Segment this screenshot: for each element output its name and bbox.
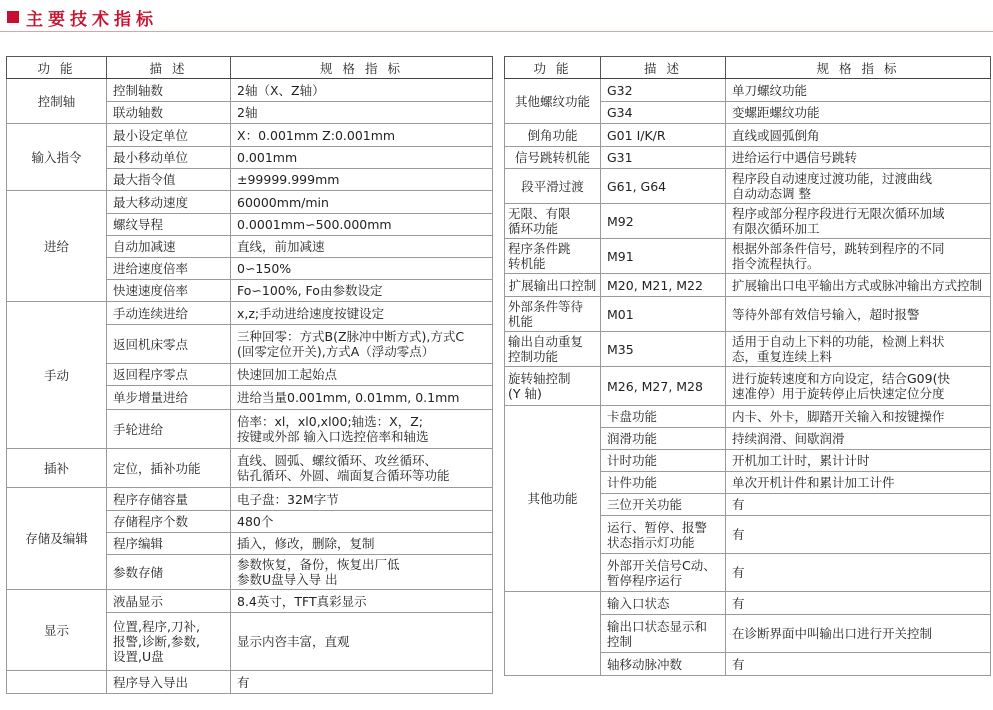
desc-cell: G01 I/K/R [601, 124, 726, 147]
func-cell [505, 592, 601, 676]
spec-cell: 有 [726, 554, 991, 592]
desc-cell: 润滑功能 [601, 428, 726, 450]
table-row [7, 449, 493, 488]
header-row [7, 57, 493, 79]
func-cell: 信号跳转机能 [505, 147, 601, 169]
spec-cell: 0.0001mm∽500.000mm [231, 214, 493, 236]
desc-cell: 轴移动脉冲数 [601, 653, 726, 676]
header-row [505, 57, 991, 79]
desc-cell: 最小设定单位 [107, 124, 231, 147]
func-cell: 插补 [7, 449, 107, 488]
desc-cell: M01 [601, 297, 726, 332]
desc-cell: 程序存储容量 [107, 488, 231, 511]
func-cell: 其他功能 [505, 406, 601, 592]
func-cell: 外部条件等待 机能 [505, 297, 601, 332]
desc-cell: 计件功能 [601, 472, 726, 494]
desc-cell: 自动加减速 [107, 236, 231, 258]
spec-cell: 持续润滑、间歇润滑 [726, 428, 991, 450]
func-cell: 输出自动重复 控制功能 [505, 332, 601, 367]
func-cell: 段平滑过渡 [505, 169, 601, 204]
func-cell: 进给 [7, 191, 107, 302]
spec-cell: 等待外部有效信号输入，超时报警 [726, 297, 991, 332]
desc-cell: 控制轴数 [107, 79, 231, 102]
table-row [7, 302, 493, 325]
desc-cell: M20, M21, M22 [601, 274, 726, 297]
func-cell: 控制轴 [7, 79, 107, 124]
header-func: 功 能 [7, 57, 107, 79]
func-cell [7, 671, 107, 694]
table-row [505, 332, 991, 367]
desc-cell: 最小移动单位 [107, 147, 231, 169]
desc-cell: 快速速度倍率 [107, 280, 231, 302]
desc-cell: 卡盘功能 [601, 406, 726, 428]
page-title-block [7, 5, 158, 29]
spec-cell: 直线或圆弧倒角 [726, 124, 991, 147]
spec-cell: 在诊断界面中叫输出口进行开关控制 [726, 615, 991, 653]
spec-cell: 480个 [231, 511, 493, 533]
func-cell: 倒角功能 [505, 124, 601, 147]
spec-cell: 有 [726, 494, 991, 516]
spec-cell: 直线、圆弧、螺纹循环、攻丝循环、 钻孔循环、外圆、端面复合循环等功能 [231, 449, 493, 488]
table-row [7, 671, 493, 694]
desc-cell: 进给速度倍率 [107, 258, 231, 280]
table-row [505, 274, 991, 297]
header-desc: 描 述 [601, 57, 726, 79]
desc-cell: M35 [601, 332, 726, 367]
spec-cell: 三种回零：方式B(Z脉冲中断方式),方式C (回零定位开关),方式A（浮动零点） [231, 325, 493, 364]
spec-cell: 显示内咨丰富，直观 [231, 613, 493, 671]
func-cell: 输入指令 [7, 124, 107, 191]
spec-cell: 直线，前加减速 [231, 236, 493, 258]
spec-cell: 参数恢复，备份，恢复出厂低 参数U盘导入导 出 [231, 555, 493, 590]
spec-cell: 单刀螺纹功能 [726, 79, 991, 102]
header-spec: 规 格 指 标 [726, 57, 991, 79]
spec-cell: 有 [726, 653, 991, 676]
spec-cell: 8.4英寸，TFT真彩显示 [231, 590, 493, 613]
desc-cell: 运行、暂停、报警 状态指示灯功能 [601, 516, 726, 554]
func-cell: 旋转轴控制 (Y 轴) [505, 367, 601, 406]
spec-cell: 开机加工计时，累计计时 [726, 450, 991, 472]
func-cell: 存储及编辑 [7, 488, 107, 590]
spec-cell: 进行旋转速度和方向设定，结合G09(快 速准停）用于旋转停止后快速定位分度 [726, 367, 991, 406]
func-cell: 无限、有限 循环功能 [505, 204, 601, 239]
desc-cell: 液晶显示 [107, 590, 231, 613]
desc-cell: 返回程序零点 [107, 364, 231, 386]
desc-cell: 输出口状态显示和 控制 [601, 615, 726, 653]
spec-cell: 有 [726, 516, 991, 554]
desc-cell: 返回机床零点 [107, 325, 231, 364]
desc-cell: 输入口状态 [601, 592, 726, 615]
desc-cell: 参数存储 [107, 555, 231, 590]
spec-cell: 60000mm/min [231, 191, 493, 214]
table-row [7, 124, 493, 147]
desc-cell: G31 [601, 147, 726, 169]
func-cell: 程序条件跳 转机能 [505, 239, 601, 274]
spec-table-right [504, 56, 991, 676]
spec-cell: 倍率：xl，xl0,xl00;轴选：X，Z; 按键或外部 输入口选控倍率和轴选 [231, 410, 493, 449]
spec-table-left [6, 56, 493, 694]
desc-cell: 定位，插补功能 [107, 449, 231, 488]
title-marker-square [7, 11, 19, 23]
table-row [505, 367, 991, 406]
desc-cell: 联动轴数 [107, 102, 231, 124]
table-row [505, 147, 991, 169]
func-cell: 扩展输出口控制 [505, 274, 601, 297]
spec-cell: 根据外部条件信号，跳转到程序的不同 指令流程执行。 [726, 239, 991, 274]
spec-cell: 程序段自动速度过渡功能，过渡曲线 自动动态调 整 [726, 169, 991, 204]
func-cell: 手动 [7, 302, 107, 449]
desc-cell: G61, G64 [601, 169, 726, 204]
spec-cell: 程序或部分程序段进行无限次循环加域 有限次循环加工 [726, 204, 991, 239]
table-row [505, 204, 991, 239]
spec-cell: 进给当量0.001mm, 0.01mm, 0.1mm [231, 386, 493, 410]
table-row [505, 169, 991, 204]
desc-cell: 单步增量进给 [107, 386, 231, 410]
spec-cell: ±99999.999mm [231, 169, 493, 191]
desc-cell: M26, M27, M28 [601, 367, 726, 406]
func-cell: 显示 [7, 590, 107, 671]
spec-cell: 0∽150% [231, 258, 493, 280]
spec-cell: 2轴（X、Z轴） [231, 79, 493, 102]
desc-cell: G34 [601, 102, 726, 124]
desc-cell: G32 [601, 79, 726, 102]
spec-cell: 扩展输出口电平输出方式或脉冲输出方式控制 [726, 274, 991, 297]
table-row [505, 406, 991, 428]
spec-cell: 电子盘：32M字节 [231, 488, 493, 511]
spec-cell: 有 [231, 671, 493, 694]
spec-cell: 内卡、外卡，脚踏开关输入和按键操作 [726, 406, 991, 428]
spec-cell: X：0.001mm Z:0.001mm [231, 124, 493, 147]
spec-cell: Fo∽100%, Fo由参数设定 [231, 280, 493, 302]
spec-cell: 插入，修改，删除，复制 [231, 533, 493, 555]
desc-cell: 程序导入导出 [107, 671, 231, 694]
spec-cell: 0.001mm [231, 147, 493, 169]
table-row [505, 592, 991, 615]
desc-cell: 手动连续进给 [107, 302, 231, 325]
title-rule [0, 31, 993, 32]
desc-cell: 螺纹导程 [107, 214, 231, 236]
desc-cell: 位置,程序,刀补, 报警,诊断,参数, 设置,U盘 [107, 613, 231, 671]
table-row [505, 297, 991, 332]
desc-cell: 三位开关功能 [601, 494, 726, 516]
table-row [505, 79, 991, 102]
table-row [7, 488, 493, 511]
desc-cell: M91 [601, 239, 726, 274]
spec-cell: 单次开机计件和累计加工计件 [726, 472, 991, 494]
spec-cell: 快速回加工起始点 [231, 364, 493, 386]
desc-cell: 外部开关信号C动、 暂停程序运行 [601, 554, 726, 592]
spec-cell: x,z;手动进给速度按键设定 [231, 302, 493, 325]
spec-cell: 2轴 [231, 102, 493, 124]
desc-cell: M92 [601, 204, 726, 239]
desc-cell: 程序编辑 [107, 533, 231, 555]
table-row [505, 124, 991, 147]
page-title: 主要技术指标 [26, 9, 158, 30]
header-spec: 规 格 指 标 [231, 57, 493, 79]
desc-cell: 最大指令值 [107, 169, 231, 191]
spec-cell: 进给运行中遇信号跳转 [726, 147, 991, 169]
table-row [7, 79, 493, 102]
table-row [505, 239, 991, 274]
desc-cell: 存储程序个数 [107, 511, 231, 533]
spec-cell: 有 [726, 592, 991, 615]
func-cell: 其他螺纹功能 [505, 79, 601, 124]
table-row [7, 590, 493, 613]
spec-cell: 适用于自动上下料的功能，检测上料状 态，重复连续上料 [726, 332, 991, 367]
header-desc: 描 述 [107, 57, 231, 79]
spec-cell: 变螺距螺纹功能 [726, 102, 991, 124]
table-row [7, 191, 493, 214]
desc-cell: 最大移动速度 [107, 191, 231, 214]
desc-cell: 计时功能 [601, 450, 726, 472]
desc-cell: 手轮进给 [107, 410, 231, 449]
header-func: 功 能 [505, 57, 601, 79]
